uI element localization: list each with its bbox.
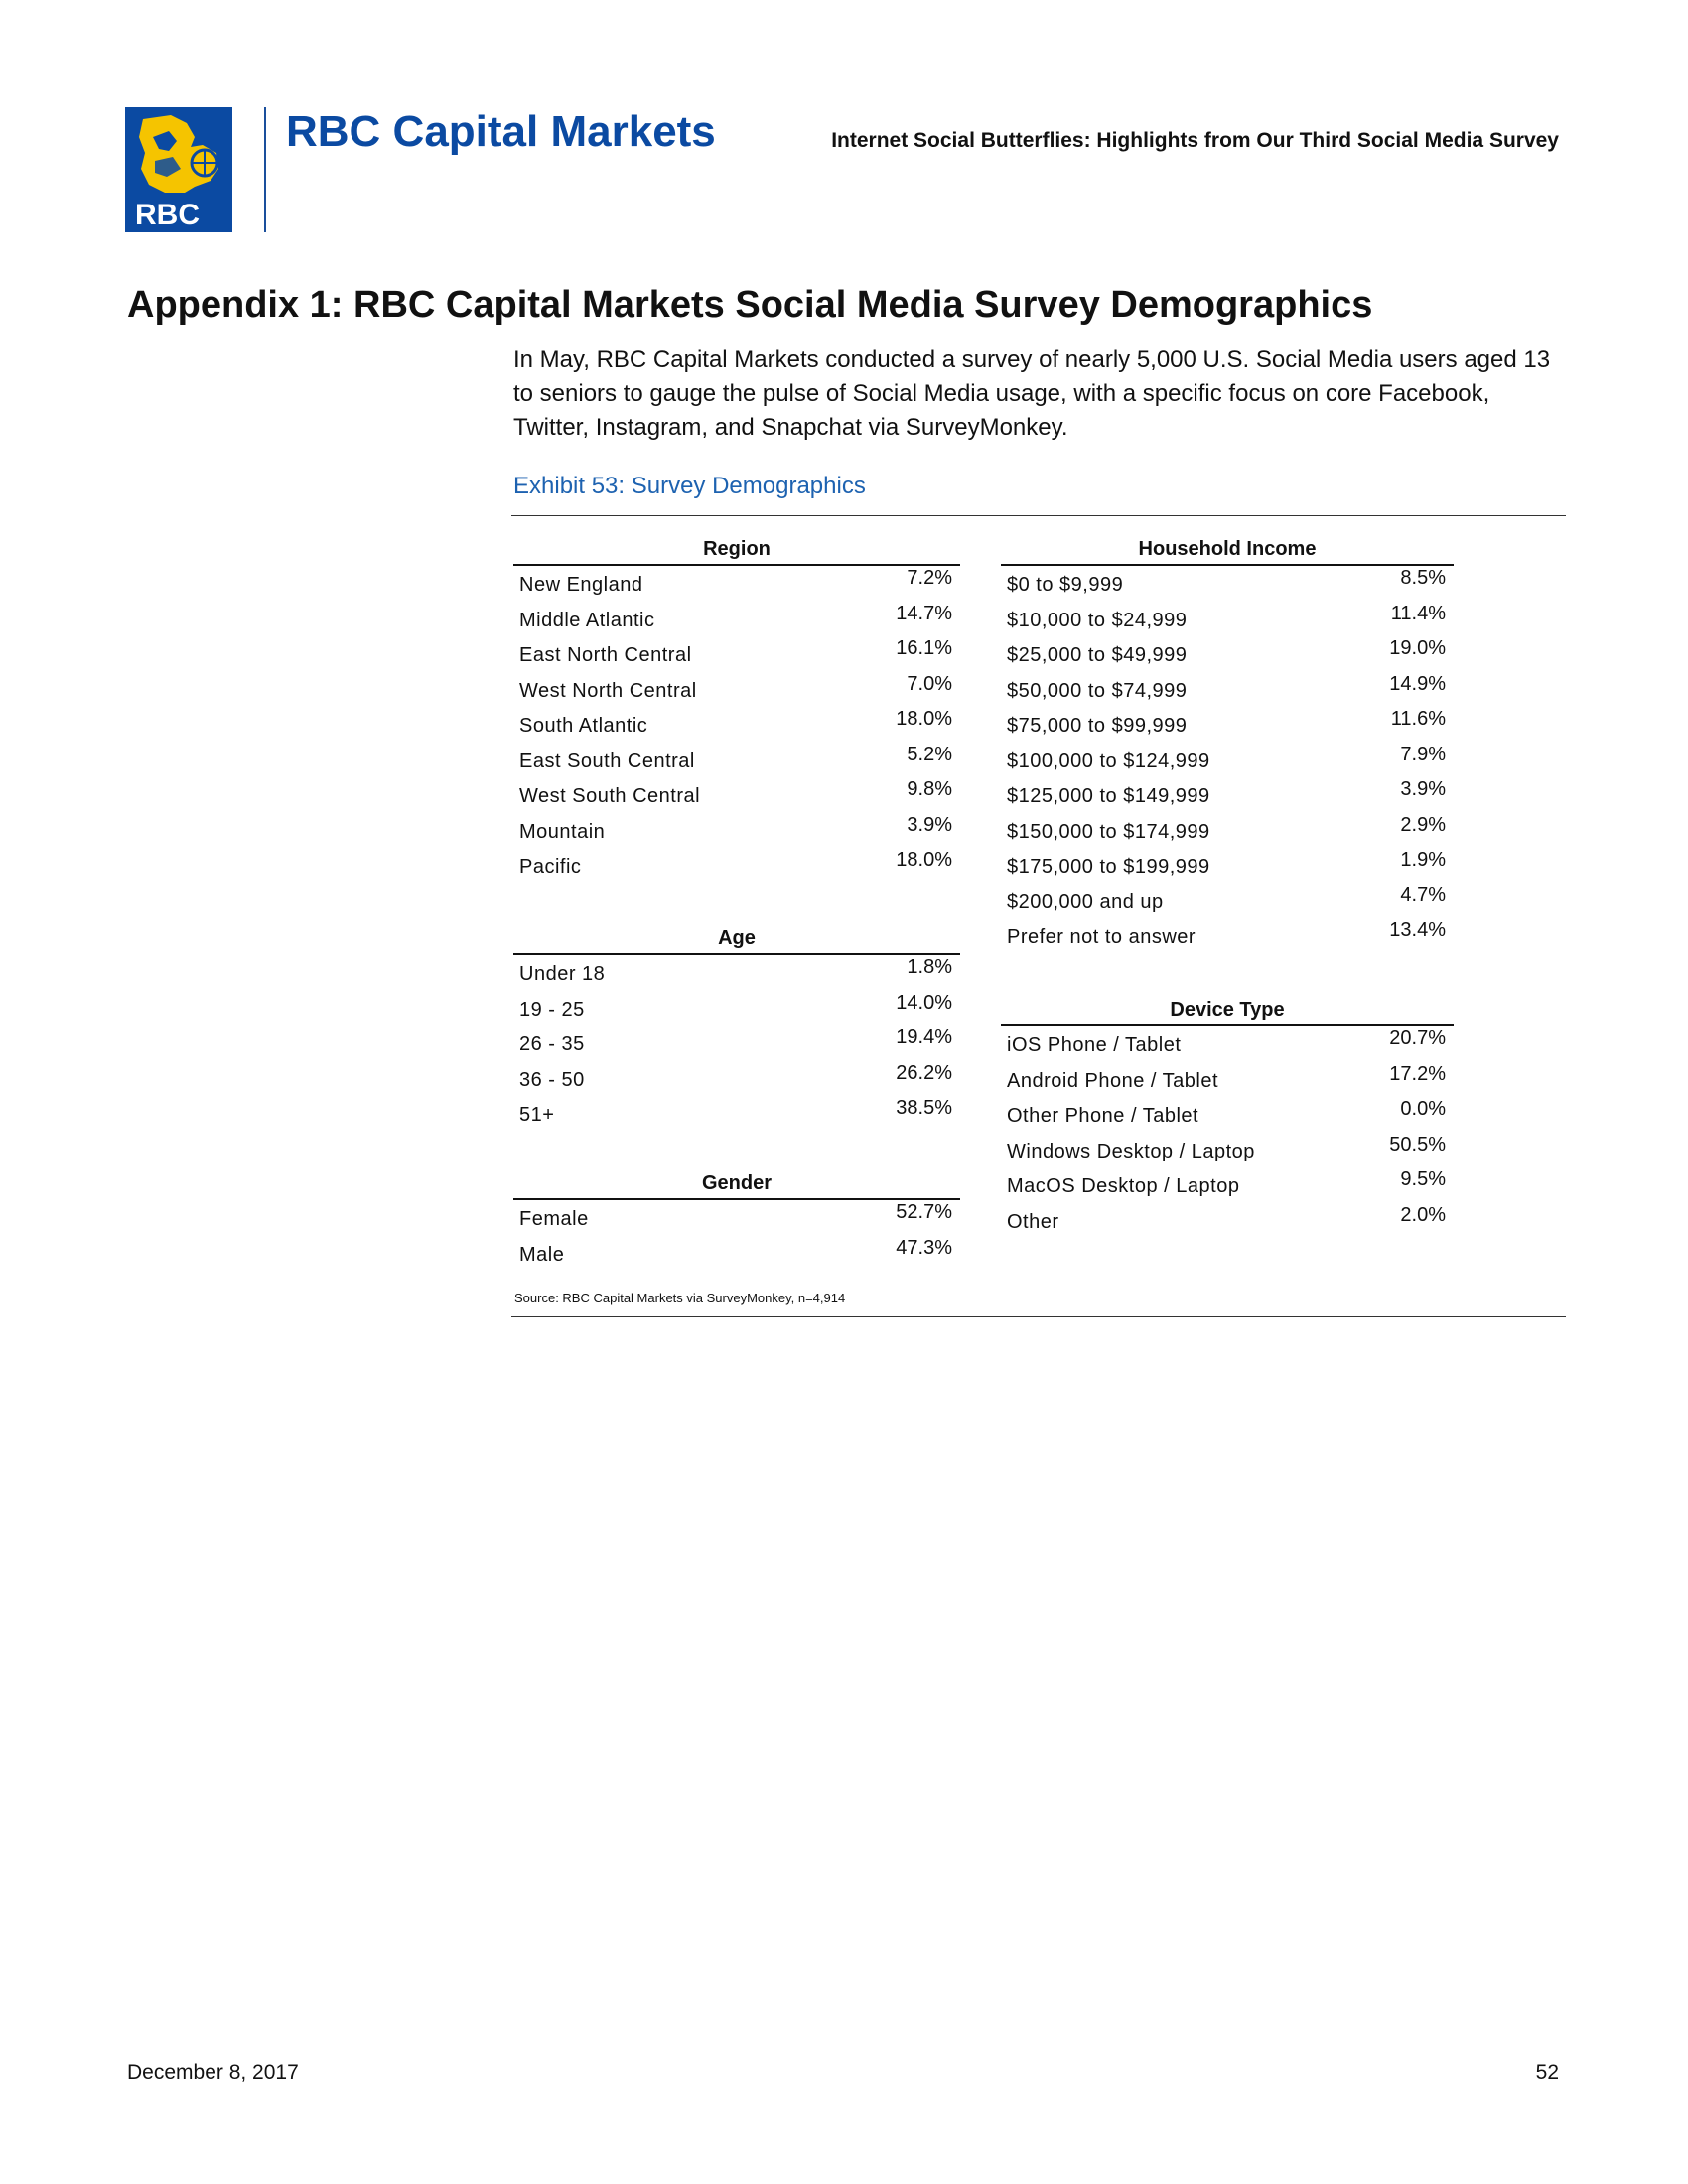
row-value: 16.1% — [896, 637, 952, 659]
row-label: $150,000 to $174,999 — [1007, 820, 1210, 843]
table-header: Age — [513, 923, 960, 955]
row-value: 18.0% — [896, 708, 952, 730]
table-row — [513, 566, 960, 602]
report-title: Internet Social Butterflies: Highlights from Our Third Social Media Survey — [831, 129, 1559, 152]
table-row — [1001, 918, 1454, 954]
row-value: 38.5% — [896, 1097, 952, 1119]
table-row — [513, 813, 960, 849]
brand-name: RBC Capital Markets — [286, 107, 716, 156]
table-row — [513, 1236, 960, 1272]
row-label: 19 - 25 — [519, 998, 585, 1021]
row-value: 2.9% — [1400, 813, 1446, 836]
row-label: Mountain — [519, 820, 606, 843]
row-label: South Atlantic — [519, 715, 648, 737]
row-label: East North Central — [519, 644, 692, 666]
row-value: 7.0% — [907, 672, 952, 695]
row-value: 9.5% — [1400, 1168, 1446, 1190]
row-value: 11.6% — [1390, 708, 1446, 730]
row-value: 47.3% — [896, 1236, 952, 1259]
row-label: iOS Phone / Tablet — [1007, 1034, 1182, 1056]
table-header: Gender — [513, 1168, 960, 1200]
table-row — [1001, 602, 1454, 637]
table-row — [1001, 1026, 1454, 1062]
region-table — [513, 534, 960, 884]
row-value: 1.9% — [1400, 849, 1446, 871]
gender-table — [513, 1168, 960, 1271]
row-label: New England — [519, 574, 643, 596]
row-value: 4.7% — [1400, 884, 1446, 906]
row-value: 11.4% — [1390, 602, 1446, 624]
row-value: 17.2% — [1389, 1062, 1446, 1085]
row-label: Windows Desktop / Laptop — [1007, 1140, 1255, 1162]
row-value: 2.0% — [1400, 1203, 1446, 1226]
row-label: $200,000 and up — [1007, 890, 1164, 913]
footer-date: December 8, 2017 — [127, 2061, 299, 2084]
row-label: West South Central — [519, 785, 701, 807]
logo-text: RBC — [135, 199, 200, 231]
row-label: Male — [519, 1243, 565, 1266]
table-header: Region — [513, 534, 960, 566]
table-row — [1001, 1167, 1454, 1203]
age-table — [513, 923, 960, 1132]
table-row — [513, 1061, 960, 1097]
table-header: Household Income — [1001, 534, 1454, 566]
row-label: $125,000 to $149,999 — [1007, 785, 1210, 807]
row-label: Pacific — [519, 856, 582, 878]
household-income-table — [1001, 534, 1454, 954]
table-row — [1001, 848, 1454, 884]
page-title: Appendix 1: RBC Capital Markets Social Media Survey Demographics — [127, 284, 1373, 326]
row-label: $25,000 to $49,999 — [1007, 644, 1188, 666]
table-row — [1001, 813, 1454, 849]
table-row — [513, 743, 960, 778]
exhibit-top-rule — [511, 515, 1566, 516]
row-value: 14.9% — [1389, 672, 1446, 695]
table-row — [1001, 777, 1454, 813]
table-row — [513, 955, 960, 991]
row-label: $175,000 to $199,999 — [1007, 856, 1210, 878]
table-row — [1001, 672, 1454, 708]
rbc-logo — [125, 107, 232, 232]
table-row — [513, 1200, 960, 1236]
row-label: 26 - 35 — [519, 1033, 585, 1055]
table-row — [1001, 1062, 1454, 1098]
row-label: West North Central — [519, 679, 697, 702]
row-label: MacOS Desktop / Laptop — [1007, 1175, 1240, 1197]
row-value: 19.4% — [896, 1026, 952, 1048]
exhibit-title: Exhibit 53: Survey Demographics — [513, 473, 866, 499]
row-value: 14.0% — [896, 991, 952, 1014]
table-row — [513, 602, 960, 637]
row-value: 7.2% — [907, 567, 952, 589]
row-value: 5.2% — [907, 743, 952, 765]
row-value: 7.9% — [1400, 743, 1446, 765]
header-divider — [264, 107, 266, 232]
row-label: Under 18 — [519, 963, 606, 985]
table-row — [513, 1096, 960, 1132]
row-value: 18.0% — [896, 849, 952, 871]
row-value: 1.8% — [907, 956, 952, 978]
page-number: 52 — [1535, 2061, 1559, 2084]
row-label: East South Central — [519, 750, 695, 772]
source-note: Source: RBC Capital Markets via SurveyMonkey, n=4,914 — [514, 1291, 846, 1305]
row-value: 3.9% — [1400, 778, 1446, 800]
row-label: Middle Atlantic — [519, 609, 655, 631]
row-value: 19.0% — [1389, 637, 1446, 659]
row-label: 51+ — [519, 1104, 555, 1126]
table-row — [513, 1025, 960, 1061]
table-row — [513, 636, 960, 672]
row-label: $100,000 to $124,999 — [1007, 750, 1210, 772]
table-row — [513, 707, 960, 743]
row-label: Other — [1007, 1210, 1059, 1233]
table-header: Device Type — [1001, 995, 1454, 1026]
row-value: 52.7% — [896, 1201, 952, 1223]
row-value: 3.9% — [907, 813, 952, 836]
row-label: Other Phone / Tablet — [1007, 1105, 1199, 1127]
row-value: 20.7% — [1389, 1027, 1446, 1049]
row-value: 13.4% — [1389, 919, 1446, 941]
table-row — [1001, 1203, 1454, 1239]
table-row — [513, 848, 960, 884]
intro-paragraph: In May, RBC Capital Markets conducted a survey of nearly 5,000 U.S. Social Media users aged 13 to seniors to gauge the pulse of Social Media usage, with a specific focus on core Facebook, Twitter, Instagram, and Snapchat via SurveyMonkey. — [513, 346, 1551, 441]
table-row — [1001, 884, 1454, 919]
row-value: 9.8% — [907, 778, 952, 800]
row-value: 50.5% — [1389, 1133, 1446, 1156]
row-label: $50,000 to $74,999 — [1007, 679, 1188, 702]
table-row — [513, 672, 960, 708]
row-value: 0.0% — [1400, 1098, 1446, 1120]
exhibit-bottom-rule — [511, 1316, 1566, 1317]
row-value: 14.7% — [896, 602, 952, 624]
table-row — [1001, 1097, 1454, 1133]
table-row — [513, 777, 960, 813]
row-label: Female — [519, 1208, 589, 1230]
row-label: Android Phone / Tablet — [1007, 1069, 1219, 1092]
row-label: 36 - 50 — [519, 1068, 585, 1091]
row-label: $75,000 to $99,999 — [1007, 715, 1188, 737]
row-label: $0 to $9,999 — [1007, 574, 1124, 596]
table-row — [1001, 743, 1454, 778]
table-row — [1001, 636, 1454, 672]
table-row — [1001, 1133, 1454, 1168]
row-label: $10,000 to $24,999 — [1007, 609, 1188, 631]
row-value: 26.2% — [896, 1061, 952, 1084]
table-row — [1001, 566, 1454, 602]
table-row — [513, 991, 960, 1026]
table-row — [1001, 707, 1454, 743]
row-label: Prefer not to answer — [1007, 926, 1196, 948]
row-value: 8.5% — [1400, 567, 1446, 589]
device-type-table — [1001, 995, 1454, 1238]
